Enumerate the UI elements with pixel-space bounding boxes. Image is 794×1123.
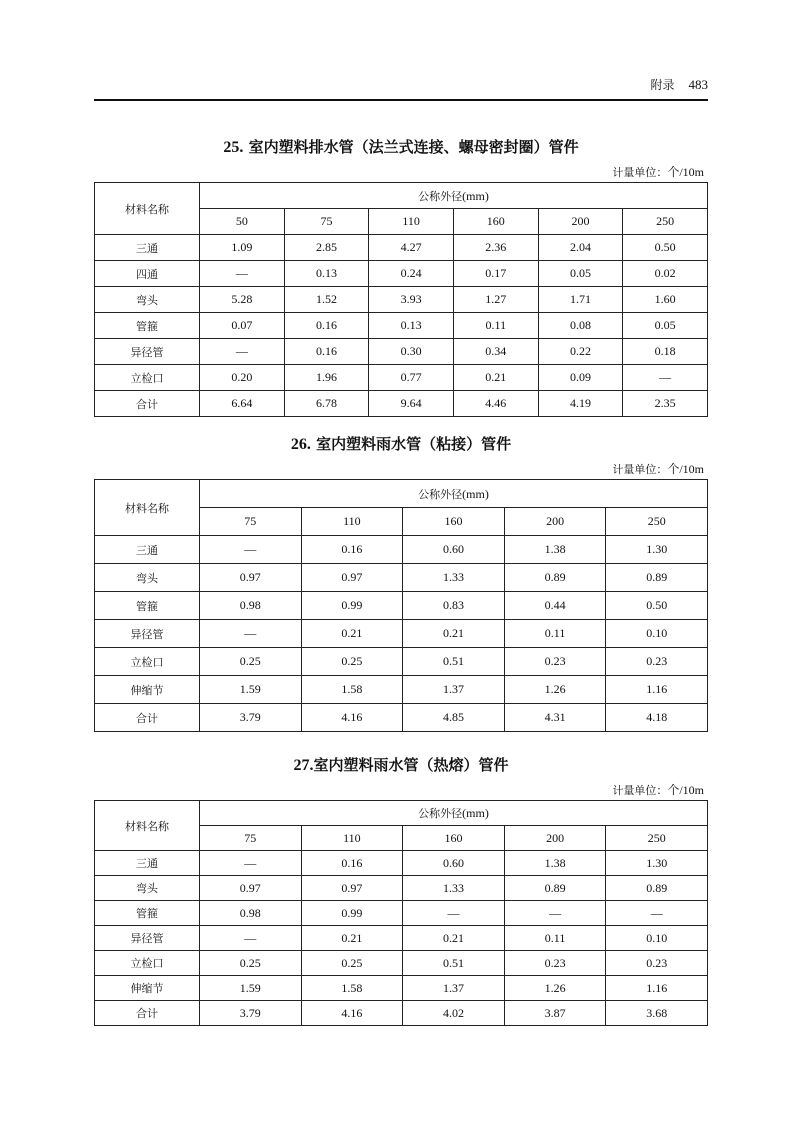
unit-value: 个/10m: [667, 165, 704, 179]
table-row: [95, 704, 708, 732]
quantity-cell: 1.26: [504, 676, 606, 704]
table-row: [95, 313, 708, 339]
quantity-cell: 5.28: [200, 287, 285, 313]
quantity-cell: 1.58: [301, 976, 403, 1001]
table-title-text: 室内塑料排水管（法兰式连接、螺母密封圈）管件: [248, 138, 579, 156]
quantity-cell: —: [200, 261, 285, 287]
table-row: [95, 926, 708, 951]
quantity-cell: 1.09: [200, 235, 285, 261]
quantity-cell: 1.96: [284, 365, 369, 391]
quantity-cell: 1.26: [504, 976, 606, 1001]
quantity-cell: 1.59: [200, 676, 302, 704]
table-row: [95, 261, 708, 287]
quantity-cell: 4.18: [606, 704, 708, 732]
diameter-value: 75: [200, 826, 302, 851]
table-row: [95, 951, 708, 976]
diameter-value: 75: [284, 209, 369, 235]
material-name-cell: 异径管: [95, 620, 200, 648]
quantity-cell: 0.30: [369, 339, 454, 365]
quantity-cell: 0.99: [301, 901, 403, 926]
quantity-cell: 0.23: [606, 648, 708, 676]
material-name-cell: 伸缩节: [95, 676, 200, 704]
table-row: [95, 564, 708, 592]
unit-label: 计量单位：: [612, 463, 668, 476]
table-row: [95, 901, 708, 926]
material-name-cell: 三通: [95, 536, 200, 564]
table-row: [95, 235, 708, 261]
material-name-cell: 弯头: [95, 876, 200, 901]
quantity-cell: 0.24: [369, 261, 454, 287]
diameter-value: 200: [538, 209, 623, 235]
quantity-cell: 0.98: [200, 592, 302, 620]
quantity-cell: 1.59: [200, 976, 302, 1001]
quantity-cell: 3.79: [200, 1001, 302, 1026]
table-row: [95, 1001, 708, 1026]
header-row: [95, 801, 708, 826]
table-title: [94, 433, 708, 454]
fittings-table-section-27: [94, 754, 708, 1026]
quantity-cell: 3.93: [369, 287, 454, 313]
quantity-cell: 0.21: [403, 620, 505, 648]
quantity-cell: 0.83: [403, 592, 505, 620]
material-name-cell: 三通: [95, 235, 200, 261]
quantity-cell: 0.09: [538, 365, 623, 391]
material-name-cell: 异径管: [95, 339, 200, 365]
quantity-cell: 0.16: [284, 313, 369, 339]
diameter-header: [200, 480, 708, 508]
quantity-cell: 0.99: [301, 592, 403, 620]
quantity-cell: 0.16: [301, 851, 403, 876]
quantity-cell: 1.33: [403, 876, 505, 901]
table-title-text: 室内塑料雨水管（热熔）管件: [313, 756, 509, 774]
diameter-value: 110: [301, 826, 403, 851]
material-name-cell: 弯头: [95, 287, 200, 313]
diameter-value: 110: [301, 508, 403, 536]
quantity-cell: 0.51: [403, 951, 505, 976]
quantity-cell: 0.77: [369, 365, 454, 391]
diameter-header-unit: (mm): [462, 188, 489, 203]
unit-note: [94, 163, 704, 180]
quantity-cell: 2.85: [284, 235, 369, 261]
quantity-cell: 0.98: [200, 901, 302, 926]
table-row: [95, 648, 708, 676]
diameter-value: 110: [369, 209, 454, 235]
quantity-cell: 4.16: [301, 1001, 403, 1026]
quantity-cell: —: [200, 851, 302, 876]
quantity-cell: 0.05: [538, 261, 623, 287]
quantity-cell: —: [200, 339, 285, 365]
diameter-value: 160: [403, 508, 505, 536]
diameter-value: 160: [453, 209, 538, 235]
fittings-table-section-26: [94, 433, 708, 732]
quantity-cell: 0.97: [200, 564, 302, 592]
table-row: [95, 287, 708, 313]
unit-value: 个/10m: [667, 783, 704, 797]
quantity-cell: 0.10: [606, 620, 708, 648]
quantity-cell: 0.18: [623, 339, 708, 365]
quantity-cell: 0.13: [284, 261, 369, 287]
quantity-cell: 1.16: [606, 976, 708, 1001]
material-name-cell: 弯头: [95, 564, 200, 592]
unit-label: 计量单位：: [612, 166, 668, 179]
quantity-cell: 2.04: [538, 235, 623, 261]
quantity-cell: 0.23: [504, 648, 606, 676]
quantity-cell: 1.37: [403, 976, 505, 1001]
unit-value: 个/10m: [667, 462, 704, 476]
material-name-cell: 管箍: [95, 313, 200, 339]
unit-note: [94, 781, 704, 798]
quantity-cell: 0.21: [453, 365, 538, 391]
material-name-header: 材料名称: [95, 480, 200, 536]
quantity-cell: —: [200, 620, 302, 648]
diameter-header: [200, 801, 708, 826]
diameter-header: [200, 183, 708, 209]
quantity-cell: 0.13: [369, 313, 454, 339]
table-row: [95, 339, 708, 365]
quantity-cell: 0.25: [200, 648, 302, 676]
quantity-cell: 0.51: [403, 648, 505, 676]
quantity-cell: 0.50: [606, 592, 708, 620]
quantity-cell: 0.60: [403, 851, 505, 876]
quantity-cell: 6.78: [284, 391, 369, 417]
page-header: [94, 76, 708, 93]
quantity-cell: 0.44: [504, 592, 606, 620]
diameter-value: 50: [200, 209, 285, 235]
material-name-cell: 合计: [95, 391, 200, 417]
header-row: [95, 183, 708, 209]
quantity-cell: 1.38: [504, 536, 606, 564]
quantity-cell: 1.30: [606, 851, 708, 876]
table-title: [94, 136, 708, 157]
table-row: [95, 976, 708, 1001]
material-name-cell: 立检口: [95, 365, 200, 391]
quantity-cell: 0.21: [301, 926, 403, 951]
quantity-cell: 3.68: [606, 1001, 708, 1026]
table-row: [95, 876, 708, 901]
material-name-header: 材料名称: [95, 183, 200, 235]
material-name-cell: 立检口: [95, 951, 200, 976]
quantity-cell: 0.21: [403, 926, 505, 951]
quantity-cell: 0.34: [453, 339, 538, 365]
quantity-cell: 0.08: [538, 313, 623, 339]
diameter-value: 75: [200, 508, 302, 536]
quantity-cell: —: [200, 926, 302, 951]
quantity-cell: 0.60: [403, 536, 505, 564]
quantity-cell: 4.27: [369, 235, 454, 261]
quantity-cell: 0.11: [504, 620, 606, 648]
table-row: [95, 851, 708, 876]
quantity-cell: 0.97: [200, 876, 302, 901]
diameter-value: 200: [504, 508, 606, 536]
diameter-value: 250: [606, 826, 708, 851]
material-name-header: 材料名称: [95, 801, 200, 851]
quantity-cell: 4.46: [453, 391, 538, 417]
material-name-cell: 四通: [95, 261, 200, 287]
quantity-cell: 6.64: [200, 391, 285, 417]
diameter-value: 250: [606, 508, 708, 536]
quantity-cell: 0.16: [284, 339, 369, 365]
quantity-cell: 0.11: [504, 926, 606, 951]
table-number: 25.: [223, 139, 244, 156]
quantity-cell: 0.50: [623, 235, 708, 261]
quantity-cell: 0.89: [606, 876, 708, 901]
quantity-cell: —: [200, 536, 302, 564]
material-name-cell: 管箍: [95, 592, 200, 620]
header-row: [95, 480, 708, 508]
quantity-cell: 1.38: [504, 851, 606, 876]
table-title-text: 室内塑料雨水管（粘接）管件: [316, 435, 512, 453]
quantity-cell: 1.16: [606, 676, 708, 704]
quantity-cell: —: [504, 901, 606, 926]
table-number: 27.: [293, 757, 314, 774]
table-row: [95, 676, 708, 704]
quantity-cell: 1.60: [623, 287, 708, 313]
quantity-cell: 1.52: [284, 287, 369, 313]
quantity-cell: 1.33: [403, 564, 505, 592]
quantity-cell: —: [606, 901, 708, 926]
quantity-cell: 0.10: [606, 926, 708, 951]
table-row: [95, 536, 708, 564]
quantity-cell: 1.58: [301, 676, 403, 704]
quantity-cell: 0.22: [538, 339, 623, 365]
quantity-cell: 0.17: [453, 261, 538, 287]
diameter-header-unit: (mm): [462, 486, 489, 501]
quantity-cell: 1.37: [403, 676, 505, 704]
quantity-cell: 0.25: [301, 951, 403, 976]
diameter-value: 160: [403, 826, 505, 851]
quantity-cell: 2.36: [453, 235, 538, 261]
page-number: 483: [688, 77, 708, 92]
quantity-cell: 0.89: [504, 564, 606, 592]
quantity-cell: 0.20: [200, 365, 285, 391]
quantity-cell: 4.16: [301, 704, 403, 732]
quantity-cell: 1.71: [538, 287, 623, 313]
quantity-cell: 2.35: [623, 391, 708, 417]
material-name-cell: 立检口: [95, 648, 200, 676]
quantity-cell: 0.05: [623, 313, 708, 339]
quantity-cell: 0.02: [623, 261, 708, 287]
header-rule: [94, 99, 708, 101]
fittings-table: [94, 479, 708, 732]
material-name-cell: 三通: [95, 851, 200, 876]
quantity-cell: 0.89: [606, 564, 708, 592]
diameter-header-label: 公称外径: [418, 487, 463, 501]
material-name-cell: 伸缩节: [95, 976, 200, 1001]
quantity-cell: 4.31: [504, 704, 606, 732]
diameter-value: 200: [504, 826, 606, 851]
quantity-cell: 0.23: [504, 951, 606, 976]
fittings-table: [94, 182, 708, 417]
quantity-cell: 9.64: [369, 391, 454, 417]
table-number: 26.: [290, 436, 311, 453]
quantity-cell: 1.30: [606, 536, 708, 564]
quantity-cell: 0.89: [504, 876, 606, 901]
quantity-cell: 0.11: [453, 313, 538, 339]
unit-label: 计量单位：: [612, 784, 668, 797]
table-row: [95, 592, 708, 620]
material-name-cell: 合计: [95, 1001, 200, 1026]
quantity-cell: 4.19: [538, 391, 623, 417]
quantity-cell: 0.25: [301, 648, 403, 676]
table-row: [95, 365, 708, 391]
diameter-header-unit: (mm): [462, 806, 489, 820]
quantity-cell: 0.25: [200, 951, 302, 976]
table-title: [94, 754, 708, 775]
quantity-cell: —: [623, 365, 708, 391]
quantity-cell: 0.97: [301, 876, 403, 901]
diameter-header-label: 公称外径: [418, 189, 463, 203]
table-row: [95, 391, 708, 417]
quantity-cell: 0.97: [301, 564, 403, 592]
quantity-cell: 3.79: [200, 704, 302, 732]
material-name-cell: 管箍: [95, 901, 200, 926]
material-name-cell: 合计: [95, 704, 200, 732]
quantity-cell: 0.07: [200, 313, 285, 339]
running-head: 附录: [650, 78, 675, 92]
quantity-cell: 4.85: [403, 704, 505, 732]
table-row: [95, 620, 708, 648]
diameter-header-label: 公称外径: [418, 807, 463, 820]
fittings-table-section-25: [94, 136, 708, 417]
unit-note: [94, 460, 704, 477]
quantity-cell: 0.21: [301, 620, 403, 648]
quantity-cell: 1.27: [453, 287, 538, 313]
quantity-cell: —: [403, 901, 505, 926]
fittings-table: [94, 800, 708, 1026]
quantity-cell: 0.16: [301, 536, 403, 564]
diameter-value: 250: [623, 209, 708, 235]
quantity-cell: 0.23: [606, 951, 708, 976]
quantity-cell: 4.02: [403, 1001, 505, 1026]
quantity-cell: 3.87: [504, 1001, 606, 1026]
material-name-cell: 异径管: [95, 926, 200, 951]
